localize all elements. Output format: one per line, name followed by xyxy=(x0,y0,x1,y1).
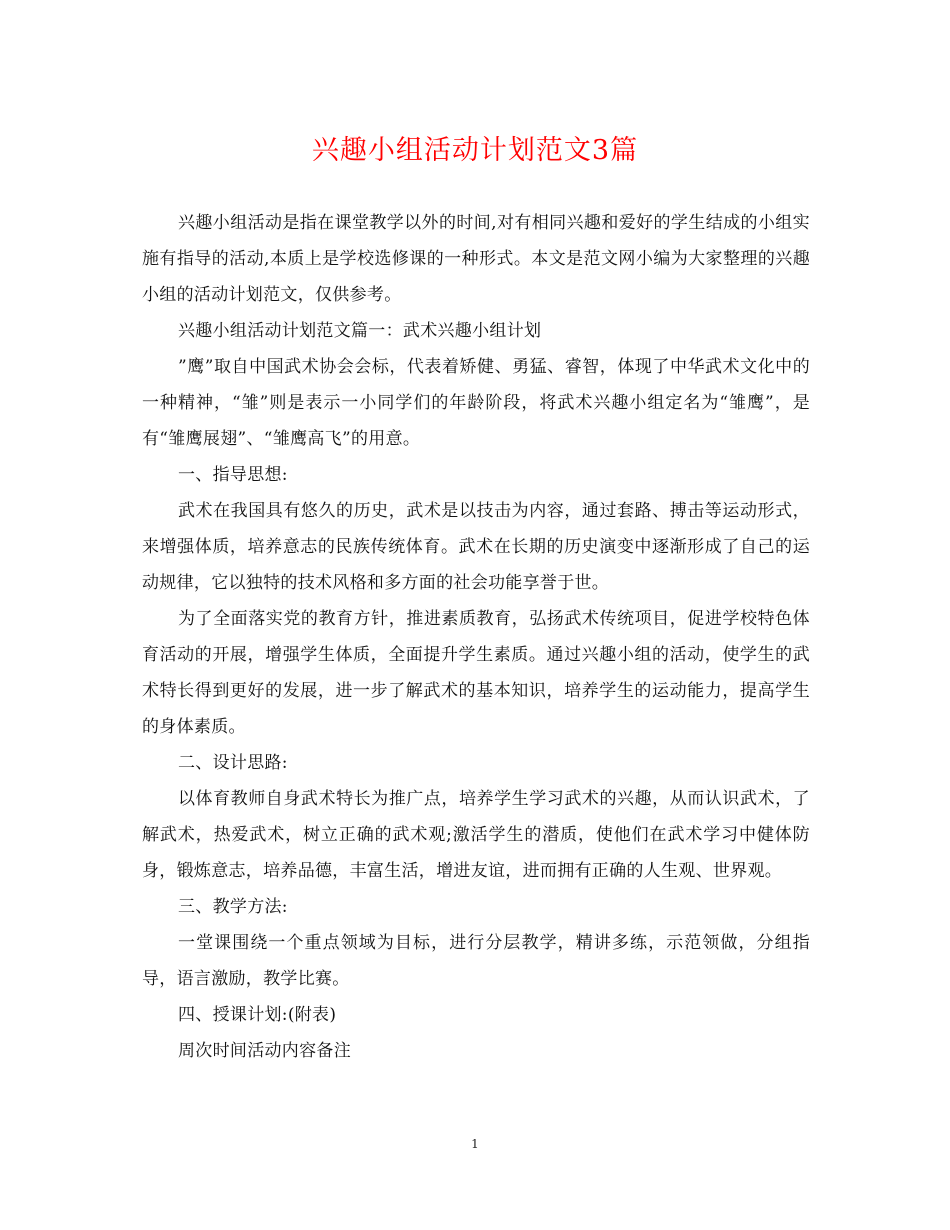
section-heading-article-one: 兴趣小组活动计划范文篇一：武术兴趣小组计划 xyxy=(178,321,542,341)
design-ideas-paragraph: 以体育教师自身武术特长为推广点，培养学生学习武术的兴趣，从而认识武术，了解武术，热爱武术，树立正确的武术观;激活学生的潜质，使他们在武术学习中健体防身，锻炼意志，培养品德，丰富生活，增进友谊，进而拥有正确的人生观、世界观。 xyxy=(142,789,810,881)
heading-guiding-ideology: 一、指导思想: xyxy=(178,465,288,485)
education-goal-paragraph: 为了全面落实党的教育方针，推进素质教育，弘扬武术传统项目，促进学校特色体育活动的开展，增强学生体质，全面提升学生素质。通过兴趣小组的活动，使学生的武术特长得到更好的发展，进一步了解武术的基本知识，培养学生的运动能力，提高学生的身体素质。 xyxy=(142,609,810,737)
teaching-method-paragraph: 一堂课围绕一个重点领域为目标，进行分层教学，精讲多练，示范领做，分组指导，语言激励，教学比赛。 xyxy=(142,933,810,989)
table-header-line: 周次时间活动内容备注 xyxy=(178,1041,351,1061)
heading-design-ideas: 二、设计思路: xyxy=(178,753,288,773)
page-number: 1 xyxy=(471,1137,479,1151)
intro-paragraph: 兴趣小组活动是指在课堂教学以外的时间,对有相同兴趣和爱好的学生结成的小组实施有指导的活动,本质上是学校选修课的一种形式。本文是范文网小编为大家整理的兴趣小组的活动计划范文，仅供参考。 xyxy=(142,213,810,305)
document-body xyxy=(142,205,810,1069)
heading-teaching-method: 三、教学方法: xyxy=(178,897,288,917)
martial-arts-history-paragraph: 武术在我国具有悠久的历史，武术是以技击为内容，通过套路、搏击等运动形式，来增强体质，培养意志的民族传统体育。武术在长期的历史演变中逐渐形成了自己的运动规律，它以独特的技术风格和多方面的社会功能享誉于世。 xyxy=(142,501,810,593)
name-meaning-paragraph: ”鹰”取自中国武术协会会标，代表着矫健、勇猛、睿智，体现了中华武术文化中的一种精神，“雏”则是表示一小同学们的年龄阶段，将武术兴趣小组定名为“雏鹰”，是有“雏鹰展翅”、“雏鹰高飞”的用意。 xyxy=(142,357,810,449)
heading-teaching-plan: 四、授课计划:(附表) xyxy=(178,1005,337,1025)
document-title: 兴趣小组活动计划范文3篇 xyxy=(311,135,639,166)
